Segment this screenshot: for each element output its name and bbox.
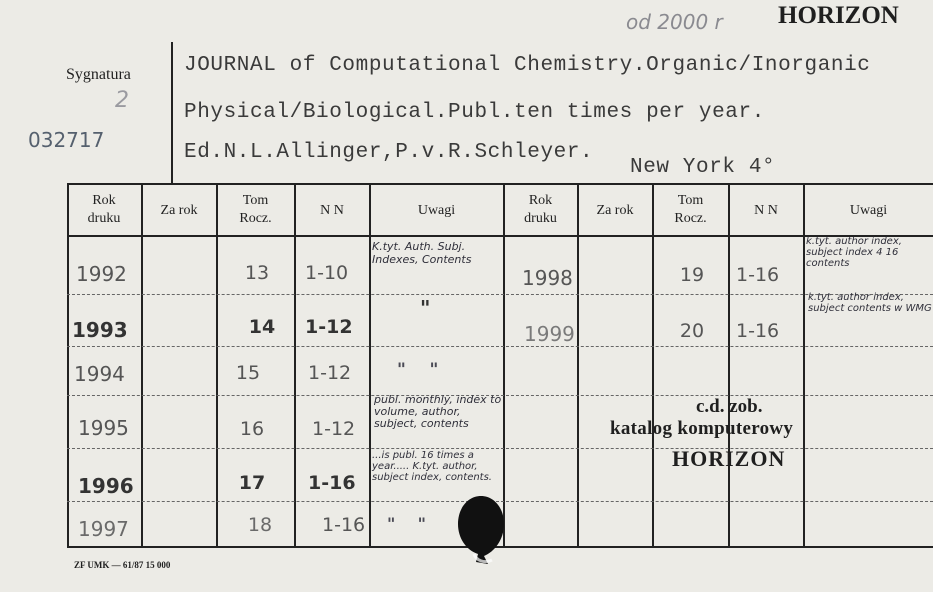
header-tom-rocz-right: Tom Rocz. [674,193,707,226]
row-nn: 1-16 [308,472,356,494]
col-rule [141,183,143,548]
header-za-rok-left: Za rok [160,203,198,218]
header-uwagi-left: Uwagi [417,203,456,218]
punch-hole [454,494,508,566]
header-nn-right: N N [754,203,778,218]
row-tom: 13 [244,262,270,284]
row-note: k.tyt. author index, subject index 4 16 contents [806,236,902,269]
row-separator [67,448,933,449]
footer-print-info: ZF UMK — 61/87 15 000 [74,560,171,570]
row-note: " " [387,514,426,533]
row-nn: 1-12 [312,418,356,440]
stamp-line1: c.d. zob. [696,396,763,417]
typed-title-line2: Physical/Biological.Publ.ten times per year. [184,101,765,124]
col-rule [728,183,730,548]
header-za-rok-right: Za rok [596,203,634,218]
col-rule [67,183,69,548]
row-nn: 1-12 [308,362,352,384]
row-tom: 18 [247,514,273,536]
typed-title-line1: JOURNAL of Computational Chemistry.Organic/Inorganic [184,54,871,77]
row-tom: 15 [235,362,261,384]
row-tom: 19 [679,264,705,286]
accession-number: 032717 [28,128,105,152]
row-separator [67,346,933,347]
row-year: 1998 [522,266,573,290]
header-uwagi-right: Uwagi [849,203,888,218]
row-tom: 20 [679,320,705,342]
row-note: " " [397,360,439,380]
row-tom: 14 [248,316,276,338]
row-note: publ. monthly, index to volume, author, subject, contents [374,393,502,430]
col-rule [652,183,654,548]
row-note: K.tyt. Auth. Subj. Indexes, Contents [372,240,472,266]
row-note: ...is publ. 16 times a year..... K.tyt. author, subject index, contents. [372,450,492,483]
row-year: 1994 [74,362,125,386]
typed-title-line4: New York 4° [630,156,776,179]
row-nn: 1-16 [736,264,780,286]
typed-title-line3: Ed.N.L.Allinger,P.v.R.Schleyer. [184,141,594,164]
stamp-line3: HORIZON [672,446,786,471]
title-vertical-rule [171,42,173,184]
brand-title: HORIZON [778,2,899,29]
pencil-date-note: od 2000 r [626,10,723,34]
col-rule [294,183,296,548]
row-note: " [420,296,431,320]
sygnatura-label: Sygnatura [66,66,131,83]
header-rok-druku-right: Rok druku [524,193,557,226]
header-tom-rocz-left: Tom Rocz. [239,193,272,226]
row-nn: 1-12 [305,316,353,338]
row-year: 1993 [72,318,128,342]
row-year: 1995 [78,416,129,440]
row-nn: 1-16 [322,514,366,536]
row-year: 1992 [76,262,127,286]
row-separator [67,294,933,295]
sygnatura-value: 2 [115,88,129,113]
header-nn-left: N N [320,203,344,218]
col-rule [369,183,371,548]
row-nn: 1-10 [305,262,349,284]
col-rule [803,183,805,548]
header-rok-druku-left: Rok druku [87,193,121,226]
row-year: 1997 [78,517,129,541]
row-year: 1996 [78,474,134,498]
row-tom: 16 [239,418,265,440]
row-nn: 1-16 [736,320,780,342]
col-rule [577,183,579,548]
row-tom: 17 [238,472,266,494]
stamp-line2: katalog komputerowy [610,418,794,439]
row-note: k.tyt. author index, subject contents w WMG [808,292,932,314]
row-year: 1999 [524,322,575,346]
